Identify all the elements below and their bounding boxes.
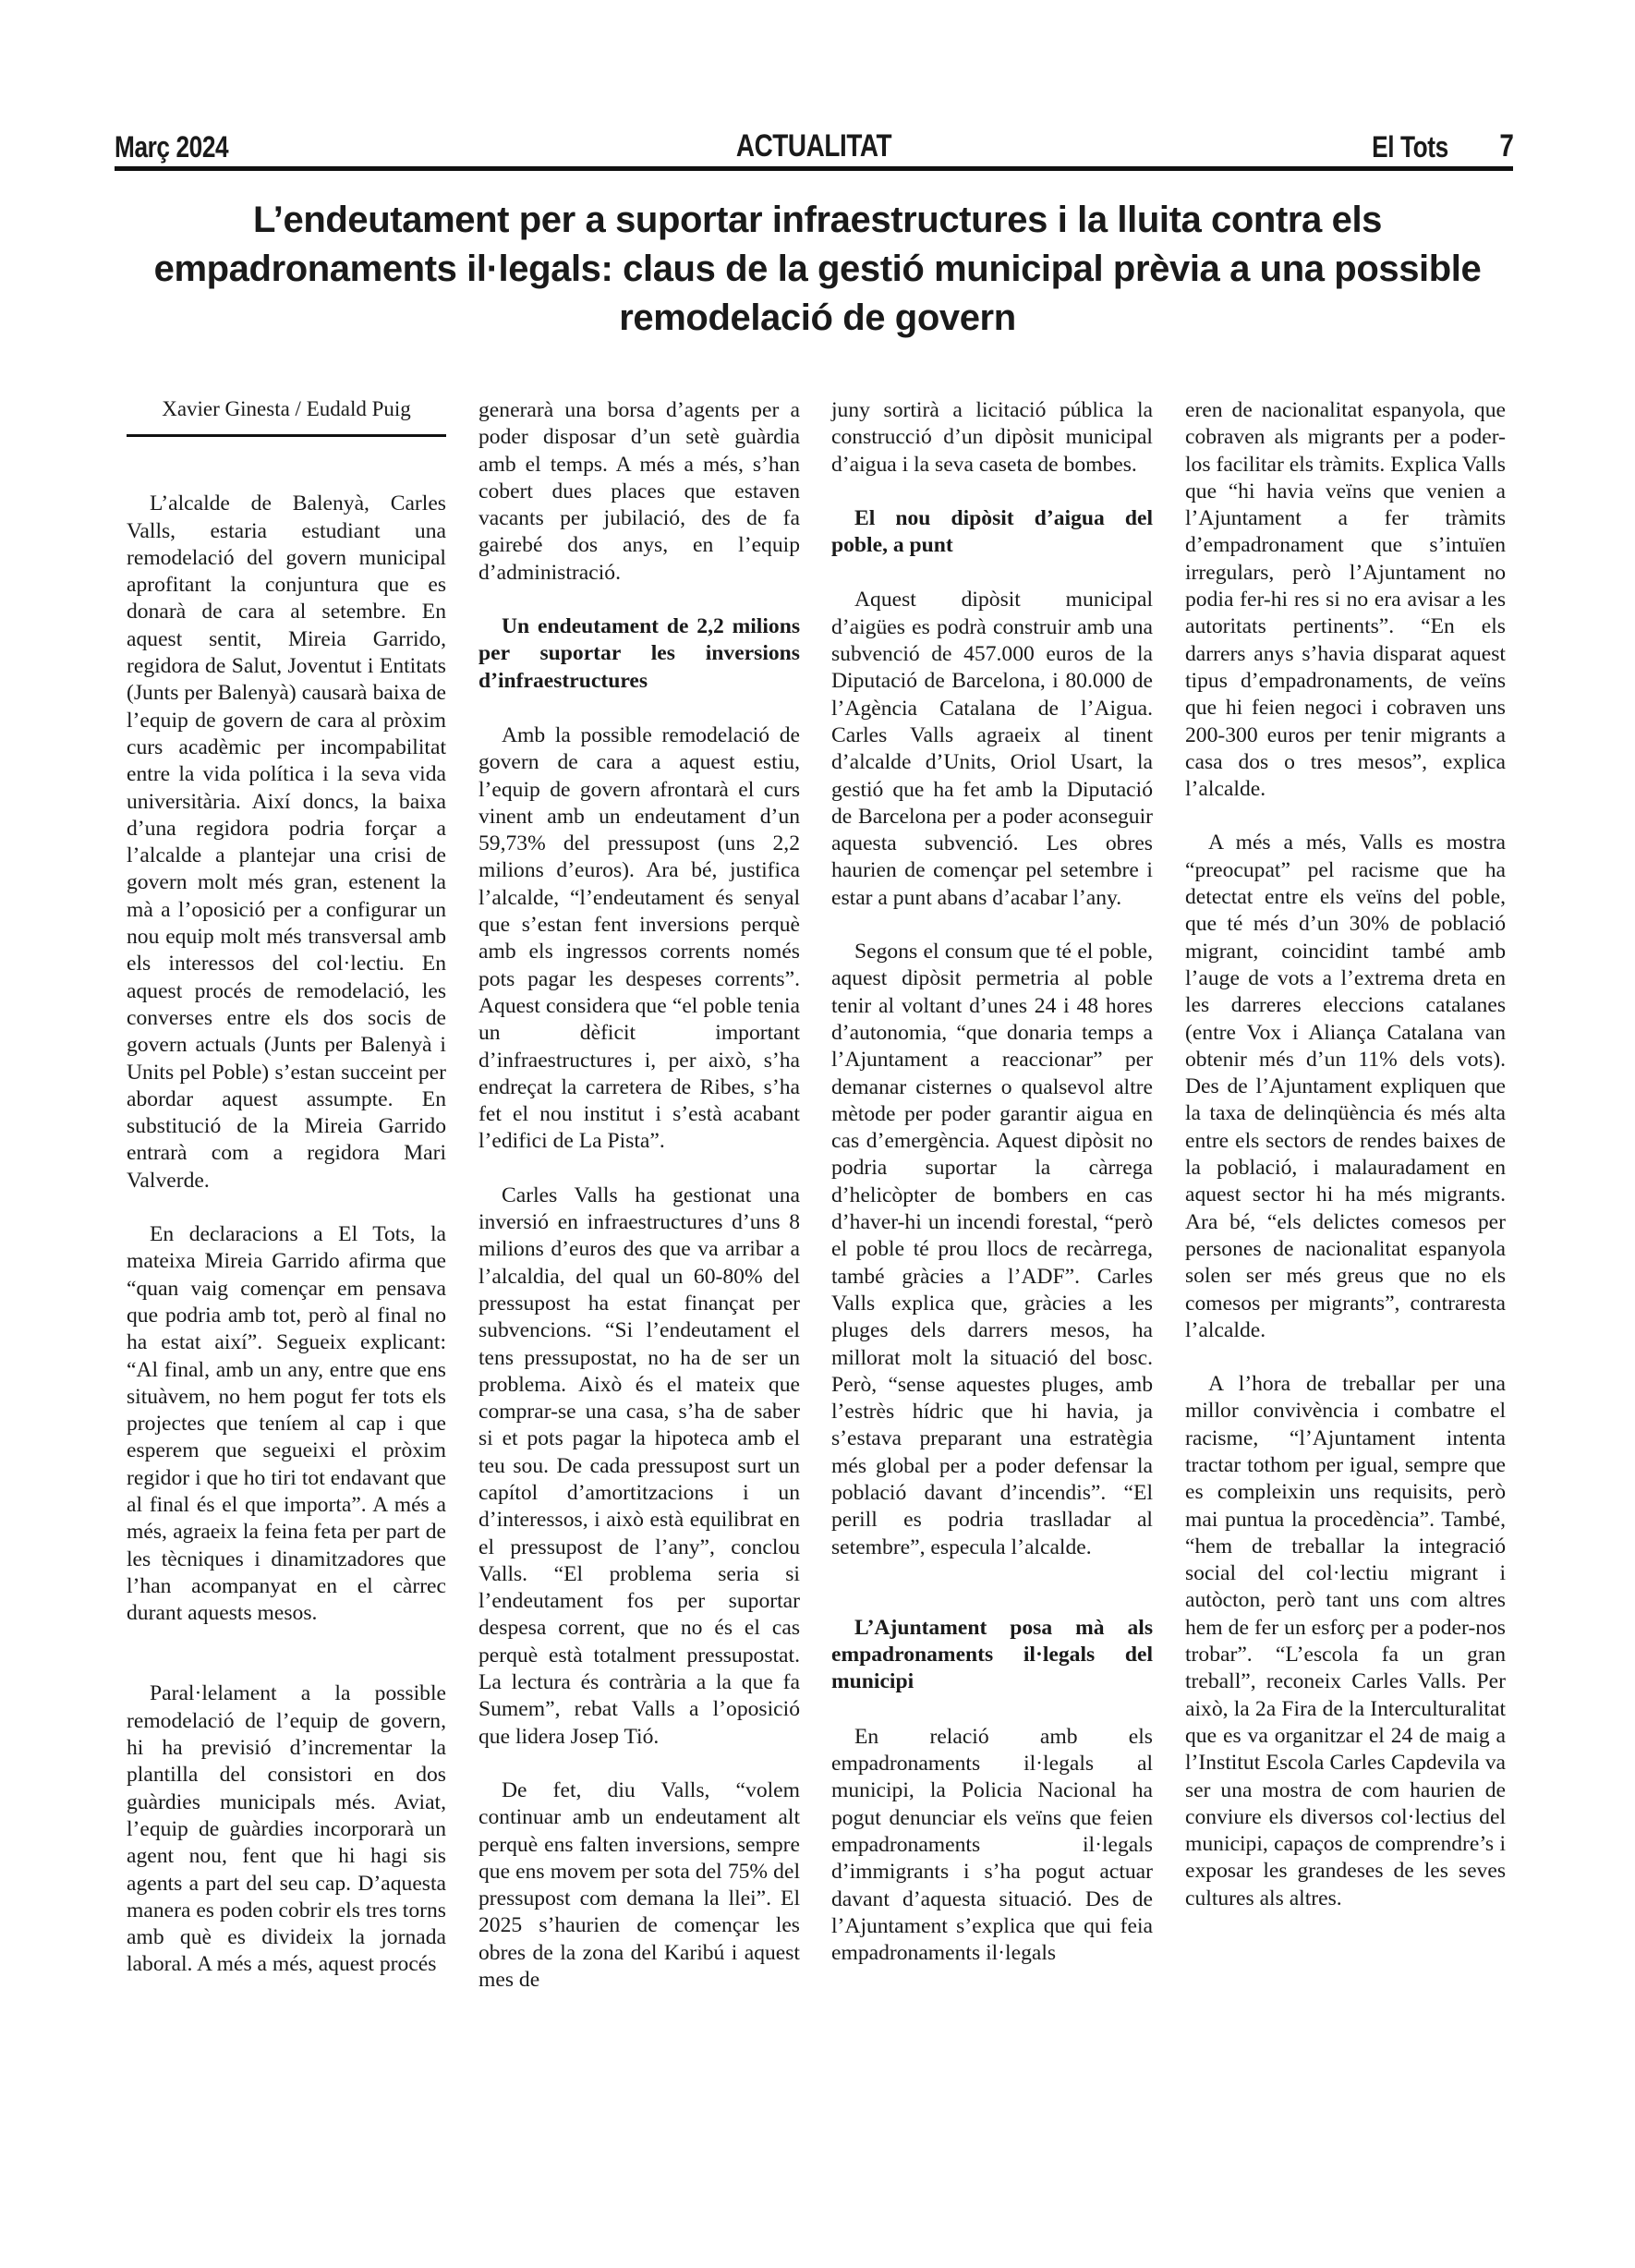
- paragraph: juny sortirà a licitació pública la construcció d’un dipòsit municipal d’aigua i la seva caseta de bombes.: [831, 398, 1153, 477]
- section-title: ACTUALITAT: [735, 128, 892, 164]
- subheading: El nou dipòsit d’aigua del poble, a punt: [831, 505, 1153, 558]
- article-headline: L’endeutament per a suportar infraestructures i la lluita contra els empadronaments il·legals: claus de la gestió municipal prèvia a una possible remodelació de govern: [153, 200, 1482, 338]
- paragraph: Segons el consum que té el poble, aquest dipòsit permetria al poble tenir al voltant d’unes 24 i 48 hores d’autonomia, “que donaria temps a l’Ajuntament a reaccionar” per demanar cisternes o qualsevol altre mètode per poder garantir aigua en cas d’emergència. Aquest dipòsit no podria suportar la càrrega d’helicòpter de bombers en cas d’haver-hi un incendi forestal, “però el poble té prou llocs de recàrrega, també gràcies a l’ADF”. Carles Valls explica que, gràcies a les pluges dels darrers mesos, ha millorat molt la situació del bosc. Però, “sense aquestes pluges, amb l’estrès hídric que hi havia, ja s’estava preparant una estratègia més global per a poder defensar la població davant d’incendis”. “El perill es podria traslladar al setembre”, especula l’alcalde.: [831, 940, 1153, 1559]
- page-number: 7: [1498, 128, 1513, 164]
- paragraph: Carles Valls ha gestionat una inversió en infraestructures d’uns 8 milions d’euros des que va arribar a l’alcaldia, del qual un 60-80% del pressupost ha estat finançat per subvencions. “Si l’endeutament el tens pressupostat, no ha de ser un problema. Això és el mateix que comprar-se una casa, s’ha de saber si et pots pagar la hipoteca amb el teu sou. De cada pressupost surt un capítol d’amortitzacions i un d’interessos, i això està equilibrat en el pressupost de l’any”, conclou Valls. “El problema seria si l’endeutament fos per suportar despesa corrent, que no és el cas perquè està totalment pressupostat. La lectura és contrària a la que fa Sumem”, rebat Valls a l’oposició que lidera Josep Tió.: [478, 1183, 800, 1749]
- header-rule: [115, 166, 1513, 171]
- subheading: L’Ajuntament posa mà als empadronaments il·legals del municipi: [831, 1615, 1153, 1694]
- paragraph: De fet, diu Valls, “volem continuar amb un endeutament alt perquè ens falten inversions, sempre que ens movem per sota del 75% del pressupost com demana la llei”. El 2025 s’haurien de començar les obres de la zona del Karibú i aquest mes de: [478, 1777, 800, 1993]
- issue-date: Març 2024: [115, 130, 229, 164]
- paragraph: En relació amb els empadronaments il·legals al municipi, la Policia Nacional ha pogut denunciar els veïns que feien empadronaments il·legals d’immigrants i s’ha pogut actuar davant d’aquesta situació. Des de l’Ajuntament s’explica que qui feia empadronaments il·legals: [831, 1724, 1153, 1966]
- article-column-3: [831, 397, 1153, 1994]
- paragraph: Aquest dipòsit municipal d’aigües es podrà construir amb una subvenció de 457.000 euros de la Diputació de Barcelona, i 80.000 de l’Agència Catalana de l’Aigua. Carles Valls agraeix al tinent d’alcalde d’Units, Oriol Usart, la gestió que ha fet amb la Diputació de Barcelona per a poder aconseguir aquesta subvenció. Les obres haurien de començar pel setembre i estar a punt abans d’acabar l’any.: [831, 588, 1153, 910]
- paragraph: generarà una borsa d’agents per a poder disposar d’un setè guàrdia amb el temps. A més a més, s’han cobert dues places que estaven vacants per jubilació, des de fa gairebé dos anys, en l’equip d’administració.: [478, 398, 800, 585]
- article-column-2: [478, 397, 800, 2020]
- subheading: Un endeutament de 2,2 milions per suportar les inversions d’infraestructures: [478, 614, 800, 693]
- article-column-4: [1185, 397, 1506, 1939]
- paragraph: eren de nacionalitat espanyola, que cobraven als migrants per a poder-los facilitar els tràmits. Explica Valls que “hi havia veïns que venien a l’Ajuntament a fer tràmits d’empadronament que s’intuïen irregulars, però l’Ajuntament no podia fer-hi res si no era avisar a les autoritats pertinents”. “En els darrers anys s’havia disparat aquest tipus d’empadronaments, de veïns que hi feien negoci i cobraven uns 200-300 euros per tenir migrants a casa dos o tres mesos”, explica l’alcalde.: [1185, 398, 1506, 802]
- paragraph: En declaracions a El Tots, la mateixa Mireia Garrido afirma que “quan vaig començar em pensava que podria amb tot, però al final no ha estat així”. Segueix explicant: “Al final, amb un any, entre que ens situàvem, no hem pogut fer tots els projectes que teníem al cap i que esperem que segueixi el pròxim regidor i que ho tiri tot endavant que al final és el que importa”. A més a més, agraeix la feina feta per part de les tècniques i dinamitzadores que l’han acompanyat en el càrrec durant aquests mesos.: [127, 1222, 446, 1626]
- paragraph: A més a més, Valls es mostra “preocupat” pel racisme que ha detectat entre els veïns del poble, que té més d’un 30% de població migrant, coincidint també amb l’auge de vots a l’extrema dreta en les darreres eleccions catalanes (entre Vox i Aliança Catalana van obtenir més d’un 11% dels vots). Des de l’Ajuntament expliquen que la taxa de delinqüència és més alta entre els sectors de rendes baixes de la població, i malauradament en aquest sector hi ha més migrants. Ara bé, “els delictes comesos per persones de nacionalitat espanyola solen ser més greus que no els comesos per migrants”, contraresta l’alcalde.: [1185, 831, 1506, 1342]
- paragraph: Paral·lelament a la possible remodelació de l’equip de govern, hi ha previsió d’incrementar la plantilla del consistori en dos guàrdies municipals més. Aviat, l’equip de guàrdies incorporarà un agent nou, fent que hi hagi sis agents a part del seu cap. D’aquesta manera es poden cobrir els tres torns amb què es divideix la jornada laboral. A més a més, aquest procés: [127, 1681, 446, 1977]
- article-column-1: [127, 397, 446, 2006]
- paragraph: A l’hora de treballar per una millor convivència i combatre el racisme, “l’Ajuntament intenta tractar tothom per igual, sempre que es compleixin uns requisits, però mai puntua la procedència”. També, “hem de treballar la integració social del col·lectiu migrant i autòcton, però tant uns com altres hem de fer un esforç per a poder-nos trobar”. “L’escola fa un gran treball”, reconeix Carles Valls. Per això, la 2a Fira de la Interculturalitat que es va organitzar el 24 de maig a l’Institut Escola Carles Capdevila va ser una mostra de com haurien de conviure els diversos col·lectius del municipi, capaços de comprendre’s i exposar les grandeses de les seves cultures als altres.: [1185, 1372, 1506, 1910]
- paragraph: Amb la possible remodelació de govern de cara a aquest estiu, l’equip de govern afrontarà el curs vinent amb un endeutament d’un 59,73% del pressupost (uns 2,2 milions d’euros). Ara bé, justifica l’alcalde, “l’endeutament és senyal que s’estan fent inversions perquè amb els ingressos corrents només pots pagar les despeses corrents”. Aquest considera que “el poble tenia un dèficit important d’infraestructures i, per això, s’ha endreçat la carretera de Ribes, s’ha fet el nou institut i s’està acabant l’edifici de La Pista”.: [478, 722, 800, 1154]
- paragraph: L’alcalde de Balenyà, Carles Valls, estaria estudiant una remodelació del govern municipal aprofitant la conjuntura que es donarà de cara al setembre. En aquest sentit, Mireia Garrido, regidora de Salut, Joventut i Entitats (Junts per Balenyà) causarà baixa de l’equip de govern de cara al pròxim curs acadèmic per incompabilitat entre la vida política i la seva vida universitària. Així doncs, la baixa d’una regidora podria forçar a l’alcalde a plantejar una crisi de govern molt més gran, estenent la mà a l’oposició per a configurar un nou equip molt més transversal amb els interessos del col·lectiu. En aquest procés de remodelació, les converses entre els dos socis de govern actuals (Junts per Balenyà i Units pel Poble) s’estan succeint per abordar aquest assumpte. En substitució de la Mireia Garrido entrarà com a regidora Mari Valverde.: [127, 491, 446, 1193]
- byline: Xavier Ginesta / Eudald Puig: [127, 395, 446, 437]
- publication-name: El Tots: [1372, 130, 1448, 164]
- page-header: [115, 126, 1513, 168]
